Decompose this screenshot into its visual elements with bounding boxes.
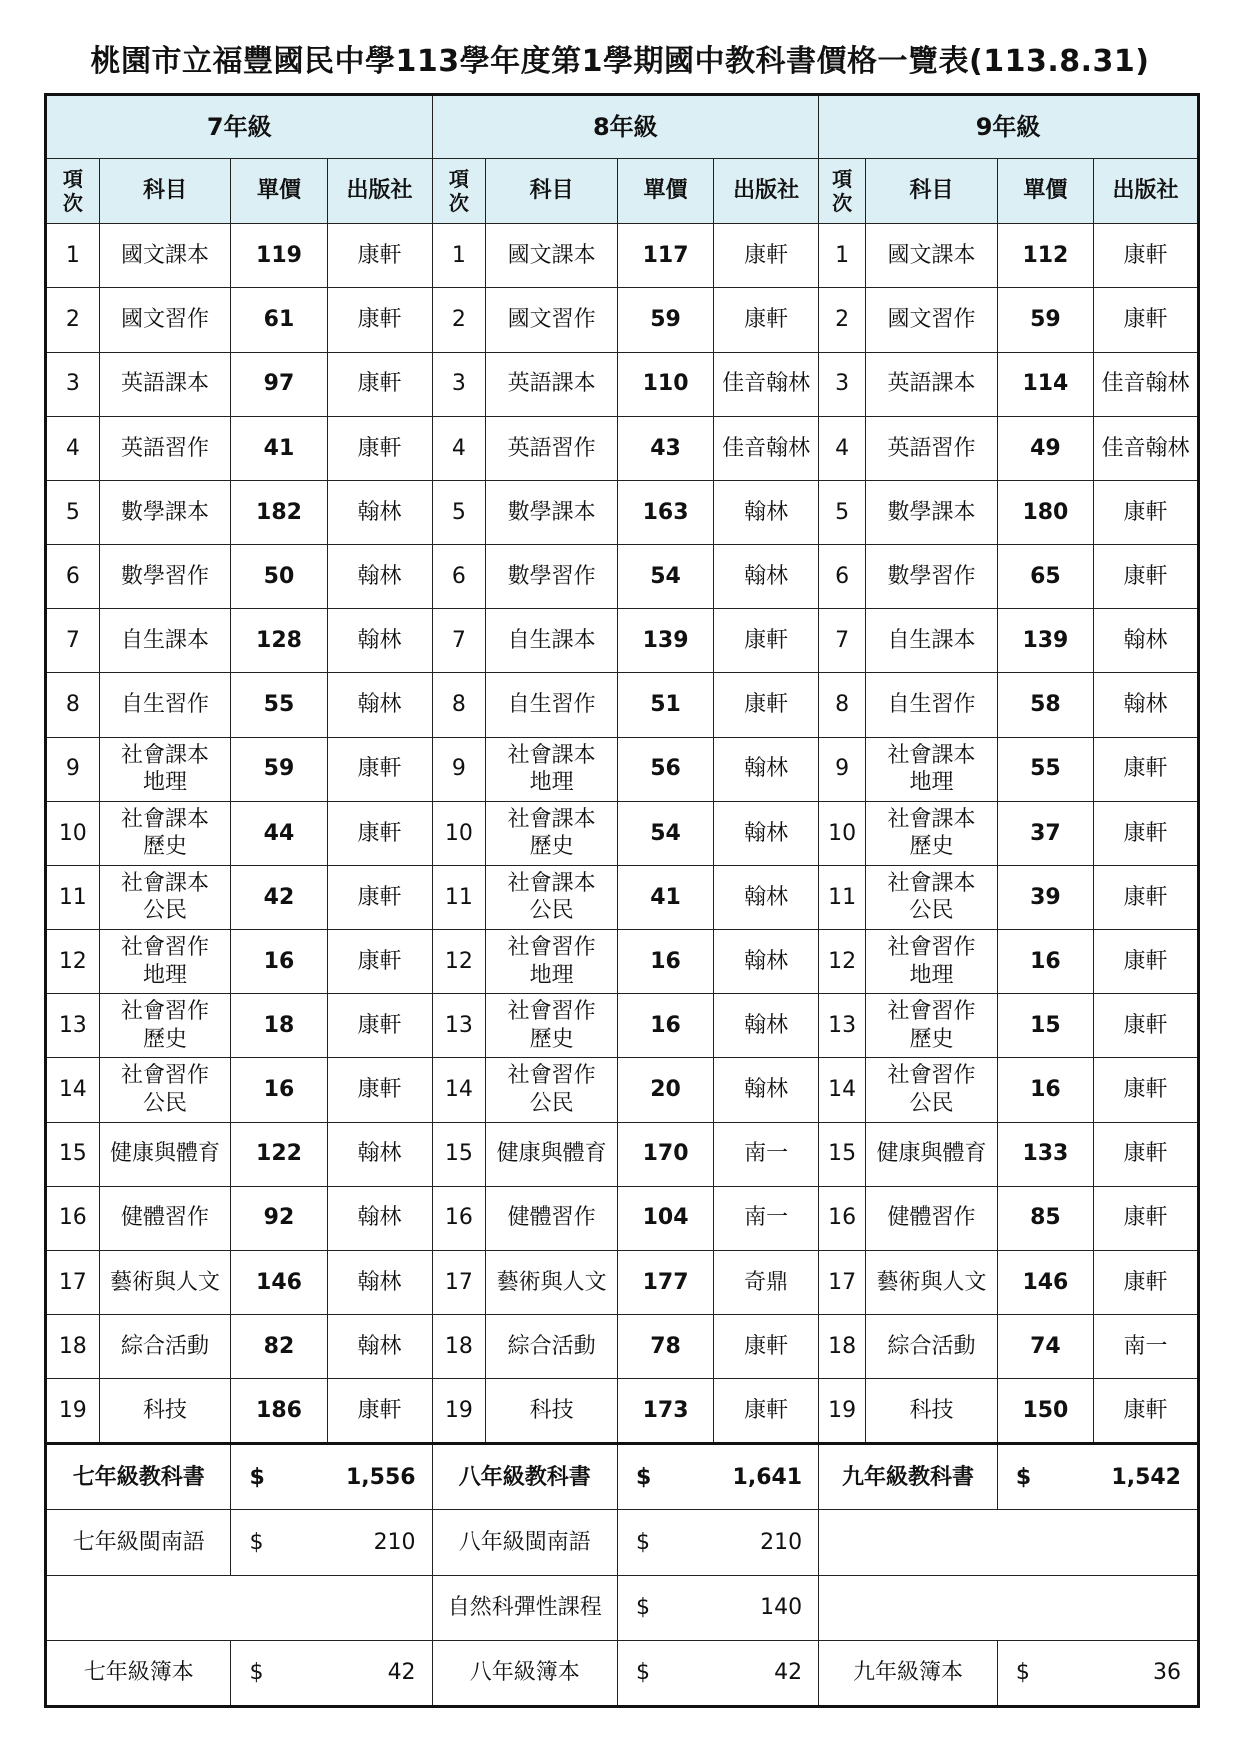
currency-symbol: $ (997, 1444, 1093, 1510)
price-cell-g8: 104 (618, 1186, 714, 1250)
total-g9-label: 九年級教科書 (819, 1444, 998, 1510)
price-cell-g9: 139 (997, 609, 1093, 673)
price-cell-g7: 16 (231, 930, 327, 994)
price-cell-g7: 146 (231, 1250, 327, 1314)
subject-cell-g8: 國文課本 (486, 224, 618, 288)
publisher-cell-g8: 翰林 (714, 737, 819, 801)
subject-cell-g7: 國文習作 (99, 288, 231, 352)
col-header-price-g8: 單價 (618, 159, 714, 224)
publisher-cell-g8: 佳音翰林 (714, 416, 819, 480)
publisher-cell-g8: 翰林 (714, 994, 819, 1058)
price-cell-g9: 55 (997, 737, 1093, 801)
row-index-g7: 2 (46, 288, 100, 352)
row-index-g9: 6 (819, 545, 866, 609)
subject-cell-g8: 健體習作 (486, 1186, 618, 1250)
subject-cell-g7: 健康與體育 (99, 1122, 231, 1186)
publisher-cell-g7: 康軒 (327, 224, 432, 288)
price-cell-g9: 74 (997, 1314, 1093, 1378)
publisher-cell-g9: 康軒 (1093, 1122, 1198, 1186)
subject-cell-g7: 社會課本 歷史 (99, 801, 231, 865)
row-index-g8: 19 (432, 1379, 486, 1444)
subject-cell-g8: 自生習作 (486, 673, 618, 737)
row-index-g9: 7 (819, 609, 866, 673)
empty-cell (819, 1575, 1199, 1640)
publisher-cell-g8: 翰林 (714, 1058, 819, 1122)
publisher-cell-g8: 康軒 (714, 224, 819, 288)
row-index-g8: 9 (432, 737, 486, 801)
col-header-publisher-g9: 出版社 (1093, 159, 1198, 224)
price-cell-g7: 122 (231, 1122, 327, 1186)
subject-cell-g8: 健康與體育 (486, 1122, 618, 1186)
table-row (46, 609, 1199, 673)
publisher-cell-g9: 康軒 (1093, 1058, 1198, 1122)
publisher-cell-g9: 康軒 (1093, 1250, 1198, 1314)
subject-cell-g9: 英語習作 (866, 416, 998, 480)
price-cell-g8: 16 (618, 994, 714, 1058)
col-header-price-g9: 單價 (997, 159, 1093, 224)
publisher-cell-g7: 康軒 (327, 1379, 432, 1444)
table-row (46, 1314, 1199, 1378)
row-index-g9: 3 (819, 352, 866, 416)
price-cell-g8: 56 (618, 737, 714, 801)
price-cell-g7: 82 (231, 1314, 327, 1378)
table-row (46, 352, 1199, 416)
subject-cell-g7: 科技 (99, 1379, 231, 1444)
row-index-g8: 2 (432, 288, 486, 352)
currency-symbol: $ (618, 1640, 714, 1706)
publisher-cell-g7: 翰林 (327, 480, 432, 544)
price-cell-g7: 186 (231, 1379, 327, 1444)
row-index-g8: 1 (432, 224, 486, 288)
publisher-cell-g9: 康軒 (1093, 224, 1198, 288)
price-cell-g9: 39 (997, 865, 1093, 929)
row-index-g7: 17 (46, 1250, 100, 1314)
subject-cell-g9: 社會習作 地理 (866, 930, 998, 994)
price-cell-g7: 61 (231, 288, 327, 352)
price-cell-g8: 43 (618, 416, 714, 480)
publisher-cell-g7: 翰林 (327, 1250, 432, 1314)
publisher-cell-g8: 康軒 (714, 609, 819, 673)
row-index-g9: 2 (819, 288, 866, 352)
row-index-g9: 18 (819, 1314, 866, 1378)
price-cell-g8: 177 (618, 1250, 714, 1314)
publisher-cell-g9: 翰林 (1093, 609, 1198, 673)
publisher-cell-g9: 康軒 (1093, 994, 1198, 1058)
publisher-cell-g9: 康軒 (1093, 865, 1198, 929)
subject-cell-g7: 數學課本 (99, 480, 231, 544)
price-cell-g7: 59 (231, 737, 327, 801)
publisher-cell-g8: 翰林 (714, 480, 819, 544)
price-cell-g7: 182 (231, 480, 327, 544)
row-index-g8: 14 (432, 1058, 486, 1122)
publisher-cell-g9: 康軒 (1093, 737, 1198, 801)
col-header-publisher-g8: 出版社 (714, 159, 819, 224)
elective-row (46, 1575, 1199, 1640)
subject-cell-g7: 社會課本 公民 (99, 865, 231, 929)
row-index-g9: 15 (819, 1122, 866, 1186)
publisher-cell-g8: 佳音翰林 (714, 352, 819, 416)
publisher-cell-g8: 康軒 (714, 1379, 819, 1444)
price-cell-g7: 50 (231, 545, 327, 609)
subject-cell-g8: 英語習作 (486, 416, 618, 480)
price-cell-g9: 133 (997, 1122, 1093, 1186)
subject-cell-g8: 科技 (486, 1379, 618, 1444)
publisher-cell-g8: 康軒 (714, 673, 819, 737)
price-cell-g8: 41 (618, 865, 714, 929)
price-cell-g7: 16 (231, 1058, 327, 1122)
price-cell-g9: 114 (997, 352, 1093, 416)
col-header-publisher-g7: 出版社 (327, 159, 432, 224)
row-index-g7: 1 (46, 224, 100, 288)
grade-8-header: 8年級 (432, 95, 819, 159)
price-cell-g8: 51 (618, 673, 714, 737)
publisher-cell-g7: 康軒 (327, 737, 432, 801)
row-index-g8: 6 (432, 545, 486, 609)
publisher-cell-g9: 翰林 (1093, 673, 1198, 737)
price-cell-g7: 44 (231, 801, 327, 865)
subject-cell-g8: 藝術與人文 (486, 1250, 618, 1314)
row-index-g8: 17 (432, 1250, 486, 1314)
row-index-g9: 13 (819, 994, 866, 1058)
subject-cell-g9: 綜合活動 (866, 1314, 998, 1378)
subject-cell-g9: 數學課本 (866, 480, 998, 544)
subject-cell-g8: 社會習作 歷史 (486, 994, 618, 1058)
subject-cell-g9: 社會課本 歷史 (866, 801, 998, 865)
publisher-cell-g7: 康軒 (327, 416, 432, 480)
publisher-cell-g8: 翰林 (714, 801, 819, 865)
subject-cell-g9: 數學習作 (866, 545, 998, 609)
table-row (46, 737, 1199, 801)
minnan-g8-label: 八年級閩南語 (432, 1510, 617, 1575)
total-g7-label: 七年級教科書 (46, 1444, 231, 1510)
row-index-g9: 8 (819, 673, 866, 737)
empty-cell (819, 1510, 1199, 1575)
currency-symbol: $ (618, 1510, 714, 1575)
price-cell-g9: 59 (997, 288, 1093, 352)
publisher-cell-g7: 翰林 (327, 673, 432, 737)
publisher-cell-g9: 康軒 (1093, 930, 1198, 994)
publisher-cell-g9: 康軒 (1093, 1379, 1198, 1444)
publisher-cell-g7: 康軒 (327, 801, 432, 865)
price-cell-g9: 146 (997, 1250, 1093, 1314)
row-index-g9: 5 (819, 480, 866, 544)
currency-symbol: $ (997, 1640, 1093, 1706)
currency-symbol: $ (231, 1640, 327, 1706)
table-row (46, 930, 1199, 994)
price-cell-g9: 85 (997, 1186, 1093, 1250)
row-index-g8: 18 (432, 1314, 486, 1378)
row-index-g7: 10 (46, 801, 100, 865)
publisher-cell-g7: 康軒 (327, 288, 432, 352)
subject-cell-g8: 社會習作 公民 (486, 1058, 618, 1122)
table-row (46, 480, 1199, 544)
table-row (46, 1058, 1199, 1122)
publisher-cell-g8: 奇鼎 (714, 1250, 819, 1314)
subject-cell-g8: 社會課本 地理 (486, 737, 618, 801)
price-cell-g7: 97 (231, 352, 327, 416)
currency-symbol: $ (618, 1575, 714, 1640)
row-index-g7: 7 (46, 609, 100, 673)
subject-cell-g8: 綜合活動 (486, 1314, 618, 1378)
subject-cell-g8: 數學課本 (486, 480, 618, 544)
publisher-cell-g8: 翰林 (714, 545, 819, 609)
row-index-g7: 13 (46, 994, 100, 1058)
table-row (46, 1379, 1199, 1444)
price-cell-g9: 37 (997, 801, 1093, 865)
subject-cell-g7: 社會習作 地理 (99, 930, 231, 994)
subject-cell-g7: 藝術與人文 (99, 1250, 231, 1314)
price-cell-g9: 65 (997, 545, 1093, 609)
subject-cell-g7: 社會課本 地理 (99, 737, 231, 801)
row-index-g9: 12 (819, 930, 866, 994)
publisher-cell-g8: 翰林 (714, 865, 819, 929)
row-index-g9: 10 (819, 801, 866, 865)
subject-cell-g7: 數學習作 (99, 545, 231, 609)
price-cell-g7: 18 (231, 994, 327, 1058)
publisher-cell-g9: 康軒 (1093, 480, 1198, 544)
minnan-row (46, 1510, 1199, 1575)
notebook-g9-label: 九年級簿本 (819, 1640, 998, 1706)
table-row (46, 545, 1199, 609)
publisher-cell-g9: 康軒 (1093, 801, 1198, 865)
row-index-g7: 15 (46, 1122, 100, 1186)
publisher-cell-g9: 佳音翰林 (1093, 416, 1198, 480)
notebook-g8-amount: 42 (714, 1640, 819, 1706)
subject-cell-g8: 國文習作 (486, 288, 618, 352)
row-index-g8: 11 (432, 865, 486, 929)
subject-cell-g9: 自生習作 (866, 673, 998, 737)
subject-cell-g8: 自生課本 (486, 609, 618, 673)
row-index-g7: 4 (46, 416, 100, 480)
subject-cell-g9: 科技 (866, 1379, 998, 1444)
row-index-g9: 9 (819, 737, 866, 801)
publisher-cell-g7: 康軒 (327, 352, 432, 416)
table-row (46, 1250, 1199, 1314)
subject-cell-g8: 社會課本 公民 (486, 865, 618, 929)
subject-cell-g9: 社會習作 公民 (866, 1058, 998, 1122)
subject-cell-g7: 綜合活動 (99, 1314, 231, 1378)
price-cell-g8: 16 (618, 930, 714, 994)
price-cell-g9: 112 (997, 224, 1093, 288)
col-header-price-g7: 單價 (231, 159, 327, 224)
price-cell-g7: 119 (231, 224, 327, 288)
table-row (46, 865, 1199, 929)
price-cell-g9: 49 (997, 416, 1093, 480)
price-cell-g9: 150 (997, 1379, 1093, 1444)
total-g8-amount: 1,641 (714, 1444, 819, 1510)
subject-cell-g8: 英語課本 (486, 352, 618, 416)
row-index-g9: 17 (819, 1250, 866, 1314)
row-index-g9: 19 (819, 1379, 866, 1444)
elective-g8-amount: 140 (714, 1575, 819, 1640)
price-cell-g8: 117 (618, 224, 714, 288)
subject-cell-g9: 藝術與人文 (866, 1250, 998, 1314)
textbook-price-table (44, 93, 1200, 1708)
publisher-cell-g8: 南一 (714, 1122, 819, 1186)
row-index-g7: 11 (46, 865, 100, 929)
row-index-g8: 7 (432, 609, 486, 673)
notebook-g7-label: 七年級簿本 (46, 1640, 231, 1706)
subject-cell-g7: 自生習作 (99, 673, 231, 737)
row-index-g7: 3 (46, 352, 100, 416)
table-row (46, 673, 1199, 737)
row-index-g9: 11 (819, 865, 866, 929)
subject-cell-g7: 社會習作 公民 (99, 1058, 231, 1122)
elective-g8-label: 自然科彈性課程 (432, 1575, 617, 1640)
price-cell-g8: 110 (618, 352, 714, 416)
row-index-g8: 3 (432, 352, 486, 416)
publisher-cell-g8: 康軒 (714, 288, 819, 352)
table-row (46, 994, 1199, 1058)
table-row (46, 288, 1199, 352)
total-g7-amount: 1,556 (327, 1444, 432, 1510)
price-cell-g7: 92 (231, 1186, 327, 1250)
subject-cell-g9: 社會習作 歷史 (866, 994, 998, 1058)
notebook-g9-amount: 36 (1093, 1640, 1198, 1706)
subject-cell-g8: 社會課本 歷史 (486, 801, 618, 865)
col-header-index-g9: 項 次 (819, 159, 866, 224)
row-index-g7: 16 (46, 1186, 100, 1250)
table-row (46, 1186, 1199, 1250)
subject-cell-g9: 國文習作 (866, 288, 998, 352)
subject-cell-g7: 自生課本 (99, 609, 231, 673)
publisher-cell-g7: 翰林 (327, 1314, 432, 1378)
subject-cell-g9: 英語課本 (866, 352, 998, 416)
price-cell-g8: 170 (618, 1122, 714, 1186)
row-index-g7: 12 (46, 930, 100, 994)
publisher-cell-g7: 康軒 (327, 865, 432, 929)
subject-cell-g7: 健體習作 (99, 1186, 231, 1250)
subject-cell-g7: 英語習作 (99, 416, 231, 480)
table-row (46, 1122, 1199, 1186)
publisher-cell-g7: 翰林 (327, 609, 432, 673)
row-index-g7: 18 (46, 1314, 100, 1378)
price-cell-g8: 20 (618, 1058, 714, 1122)
notebook-g7-amount: 42 (327, 1640, 432, 1706)
publisher-cell-g8: 南一 (714, 1186, 819, 1250)
col-header-subject-g7: 科目 (99, 159, 231, 224)
price-cell-g9: 16 (997, 1058, 1093, 1122)
subject-cell-g7: 英語課本 (99, 352, 231, 416)
price-cell-g8: 54 (618, 801, 714, 865)
currency-symbol: $ (231, 1444, 327, 1510)
subject-cell-g9: 自生課本 (866, 609, 998, 673)
price-cell-g7: 42 (231, 865, 327, 929)
subject-cell-g8: 數學習作 (486, 545, 618, 609)
minnan-g8-amount: 210 (714, 1510, 819, 1575)
row-index-g9: 16 (819, 1186, 866, 1250)
price-cell-g7: 55 (231, 673, 327, 737)
publisher-cell-g9: 佳音翰林 (1093, 352, 1198, 416)
table-row (46, 416, 1199, 480)
empty-cell (46, 1575, 433, 1640)
price-cell-g8: 139 (618, 609, 714, 673)
subject-cell-g9: 國文課本 (866, 224, 998, 288)
row-index-g7: 8 (46, 673, 100, 737)
notebook-row (46, 1640, 1199, 1706)
currency-symbol: $ (618, 1444, 714, 1510)
table-row (46, 801, 1199, 865)
minnan-g7-label: 七年級閩南語 (46, 1510, 231, 1575)
grade-9-header: 9年級 (819, 95, 1199, 159)
row-index-g8: 16 (432, 1186, 486, 1250)
publisher-cell-g9: 康軒 (1093, 545, 1198, 609)
row-index-g7: 9 (46, 737, 100, 801)
total-g9-amount: 1,542 (1093, 1444, 1198, 1510)
price-cell-g8: 54 (618, 545, 714, 609)
publisher-cell-g7: 翰林 (327, 1122, 432, 1186)
col-header-subject-g9: 科目 (866, 159, 998, 224)
currency-symbol: $ (231, 1510, 327, 1575)
grade-7-header: 7年級 (46, 95, 433, 159)
subject-cell-g8: 社會習作 地理 (486, 930, 618, 994)
price-cell-g9: 16 (997, 930, 1093, 994)
row-index-g8: 13 (432, 994, 486, 1058)
publisher-cell-g9: 康軒 (1093, 1186, 1198, 1250)
subject-cell-g9: 社會課本 公民 (866, 865, 998, 929)
price-cell-g9: 58 (997, 673, 1093, 737)
subject-cell-g9: 健康與體育 (866, 1122, 998, 1186)
price-cell-g8: 163 (618, 480, 714, 544)
row-index-g9: 14 (819, 1058, 866, 1122)
price-cell-g7: 41 (231, 416, 327, 480)
col-header-subject-g8: 科目 (486, 159, 618, 224)
row-index-g7: 14 (46, 1058, 100, 1122)
total-g8-label: 八年級教科書 (432, 1444, 617, 1510)
row-index-g9: 1 (819, 224, 866, 288)
row-index-g8: 5 (432, 480, 486, 544)
price-cell-g7: 128 (231, 609, 327, 673)
table-row (46, 224, 1199, 288)
price-cell-g8: 59 (618, 288, 714, 352)
col-header-index-g7: 項 次 (46, 159, 100, 224)
publisher-cell-g7: 翰林 (327, 1186, 432, 1250)
row-index-g7: 19 (46, 1379, 100, 1444)
row-index-g8: 10 (432, 801, 486, 865)
subject-cell-g9: 健體習作 (866, 1186, 998, 1250)
publisher-cell-g7: 康軒 (327, 1058, 432, 1122)
totals-row (46, 1444, 1199, 1510)
col-header-index-g8: 項 次 (432, 159, 486, 224)
publisher-cell-g9: 康軒 (1093, 288, 1198, 352)
row-index-g7: 6 (46, 545, 100, 609)
row-index-g9: 4 (819, 416, 866, 480)
publisher-cell-g8: 康軒 (714, 1314, 819, 1378)
publisher-cell-g7: 翰林 (327, 545, 432, 609)
publisher-cell-g7: 康軒 (327, 930, 432, 994)
price-cell-g8: 173 (618, 1379, 714, 1444)
row-index-g8: 4 (432, 416, 486, 480)
subject-cell-g7: 社會習作 歷史 (99, 994, 231, 1058)
row-index-g8: 12 (432, 930, 486, 994)
row-index-g7: 5 (46, 480, 100, 544)
price-cell-g9: 180 (997, 480, 1093, 544)
subject-cell-g7: 國文課本 (99, 224, 231, 288)
notebook-g8-label: 八年級簿本 (432, 1640, 617, 1706)
publisher-cell-g7: 康軒 (327, 994, 432, 1058)
row-index-g8: 15 (432, 1122, 486, 1186)
subject-cell-g9: 社會課本 地理 (866, 737, 998, 801)
publisher-cell-g8: 翰林 (714, 930, 819, 994)
minnan-g7-amount: 210 (327, 1510, 432, 1575)
row-index-g8: 8 (432, 673, 486, 737)
price-cell-g9: 15 (997, 994, 1093, 1058)
publisher-cell-g9: 南一 (1093, 1314, 1198, 1378)
page-title: 桃園市立福豐國民中學113學年度第1學期國中教科書價格一覽表(113.8.31) (90, 44, 1150, 79)
price-cell-g8: 78 (618, 1314, 714, 1378)
